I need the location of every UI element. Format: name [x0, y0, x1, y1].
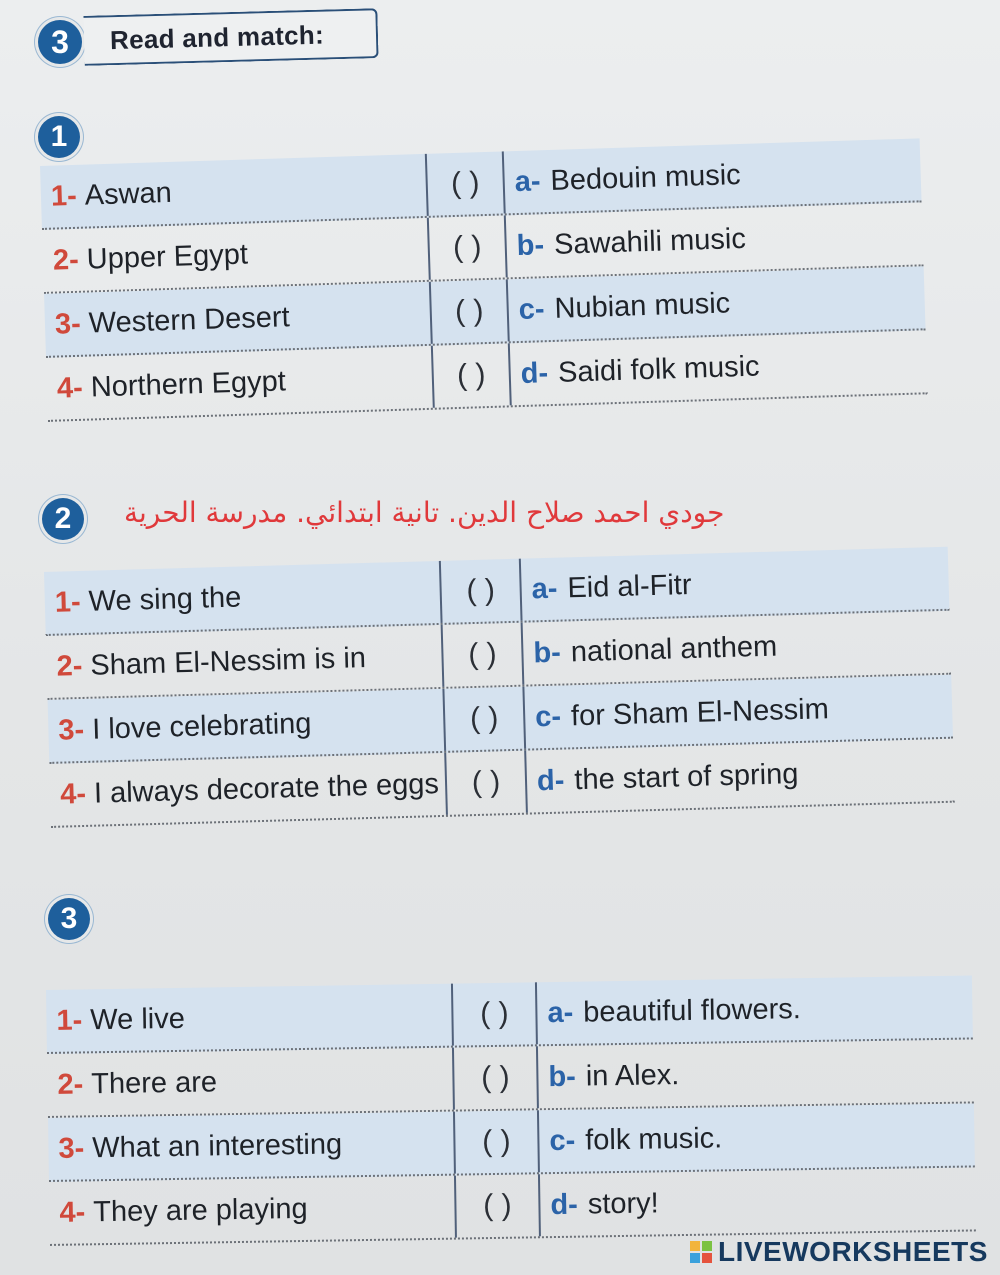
- right-item: [526, 743, 799, 813]
- section-1-badge: 1: [38, 116, 80, 158]
- right-item: [508, 272, 731, 341]
- left-item-text: We sing the: [88, 581, 242, 618]
- left-item-text: Northern Egypt: [90, 364, 287, 404]
- left-item: [56, 350, 287, 419]
- item-number: 3-: [58, 1131, 85, 1165]
- right-item-text: folk music.: [584, 1121, 723, 1157]
- right-item: [539, 1107, 723, 1172]
- right-item-text: Saidi folk music: [557, 350, 760, 389]
- item-number: 1-: [54, 585, 82, 619]
- left-item-text: We live: [90, 1002, 186, 1036]
- item-letter: b-: [516, 228, 545, 262]
- right-item-text: Eid al-Fitr: [566, 568, 692, 604]
- left-item-text: I always decorate the eggs: [93, 767, 440, 810]
- item-number: 2-: [57, 1067, 84, 1101]
- left-item: [56, 627, 367, 698]
- right-item-text: story!: [587, 1186, 659, 1221]
- left-item: [56, 988, 185, 1052]
- right-item: [540, 1172, 659, 1236]
- left-item: [54, 567, 242, 634]
- exercise-title: Read and match:: [109, 19, 325, 55]
- item-letter: d-: [536, 764, 565, 797]
- item-letter: b-: [548, 1060, 577, 1093]
- left-item: [59, 753, 439, 826]
- right-item-text: for Sham El-Nessim: [570, 692, 830, 732]
- answer-blank[interactable]: ( ): [427, 215, 508, 279]
- right-item: [523, 616, 778, 685]
- answer-blank[interactable]: ( ): [454, 1174, 541, 1237]
- exercise-title-box: [83, 8, 378, 66]
- right-item-text: Sawahili music: [553, 222, 747, 261]
- answer-blank[interactable]: ( ): [451, 982, 538, 1045]
- right-item-text: Bedouin music: [550, 158, 742, 197]
- right-item: [504, 144, 742, 213]
- left-item-text: Aswan: [84, 176, 173, 212]
- liveworksheets-logo-text: LIVEWORKSHEETS: [718, 1236, 988, 1267]
- item-letter: b-: [533, 636, 562, 669]
- section-3-badge: 3: [48, 898, 90, 940]
- left-item-text: There are: [91, 1065, 218, 1100]
- right-item-text: in Alex.: [585, 1058, 680, 1093]
- right-item-text: beautiful flowers.: [582, 992, 802, 1029]
- answer-blank[interactable]: ( ): [442, 687, 526, 751]
- liveworksheets-logo-icon: [690, 1241, 712, 1263]
- answer-blank[interactable]: ( ): [425, 151, 506, 215]
- item-letter: c-: [549, 1124, 576, 1157]
- right-item: [506, 208, 747, 277]
- item-number: 2-: [56, 649, 83, 683]
- answer-blank[interactable]: ( ): [452, 1046, 539, 1109]
- left-item: [58, 693, 313, 762]
- answer-blank[interactable]: ( ): [441, 623, 525, 687]
- left-item: [54, 286, 291, 355]
- student-name-note: جودي احمد صلاح الدين. تانية ابتدائي. مدرسة الحرية: [124, 496, 725, 529]
- item-letter: c-: [518, 292, 546, 326]
- left-item-text: Western Desert: [88, 300, 291, 340]
- right-item: [538, 1044, 680, 1108]
- match-table-1: [40, 138, 928, 422]
- exercise-header: [22, 4, 384, 70]
- answer-blank[interactable]: ( ): [429, 279, 510, 343]
- left-item-text: What an interesting: [92, 1127, 343, 1164]
- left-item-text: Upper Egypt: [86, 238, 249, 276]
- item-number: 4-: [56, 371, 84, 405]
- match-table-3: [46, 975, 976, 1246]
- right-item-text: Nubian music: [554, 286, 731, 325]
- item-number: 3-: [57, 713, 85, 747]
- item-letter: d-: [520, 356, 549, 390]
- answer-blank[interactable]: ( ): [453, 1110, 540, 1173]
- item-letter: a-: [514, 164, 542, 198]
- answer-blank[interactable]: ( ): [431, 343, 512, 407]
- right-item: [537, 978, 801, 1044]
- left-item-text: They are playing: [93, 1192, 308, 1228]
- answer-blank[interactable]: ( ): [444, 751, 528, 815]
- item-number: 2-: [52, 243, 80, 277]
- left-item: [50, 162, 173, 228]
- right-item: [524, 678, 829, 748]
- item-letter: a-: [531, 572, 558, 605]
- right-item: [521, 554, 693, 621]
- item-number: 4-: [59, 1195, 86, 1229]
- section-2-badge: 2: [42, 498, 84, 540]
- right-item-text: national anthem: [570, 630, 778, 668]
- left-item: [57, 1051, 217, 1115]
- item-letter: c-: [534, 700, 562, 733]
- left-item: [59, 1178, 308, 1244]
- liveworksheets-logo: [690, 1236, 988, 1268]
- item-number: 1-: [50, 179, 78, 213]
- item-number: 4-: [59, 777, 87, 811]
- right-item-text: the start of spring: [573, 757, 799, 796]
- match-table-2: [44, 547, 955, 828]
- left-item-text: I love celebrating: [91, 707, 312, 746]
- item-letter: a-: [547, 996, 574, 1029]
- exercise-number-badge: 3: [38, 20, 82, 64]
- right-item: [510, 336, 761, 406]
- item-number: 1-: [56, 1003, 83, 1037]
- left-item: [52, 224, 249, 292]
- left-item: [58, 1113, 343, 1179]
- item-letter: d-: [550, 1188, 579, 1221]
- answer-blank[interactable]: ( ): [439, 559, 523, 623]
- left-item-text: Sham El-Nessim is in: [89, 641, 367, 682]
- item-number: 3-: [54, 307, 82, 341]
